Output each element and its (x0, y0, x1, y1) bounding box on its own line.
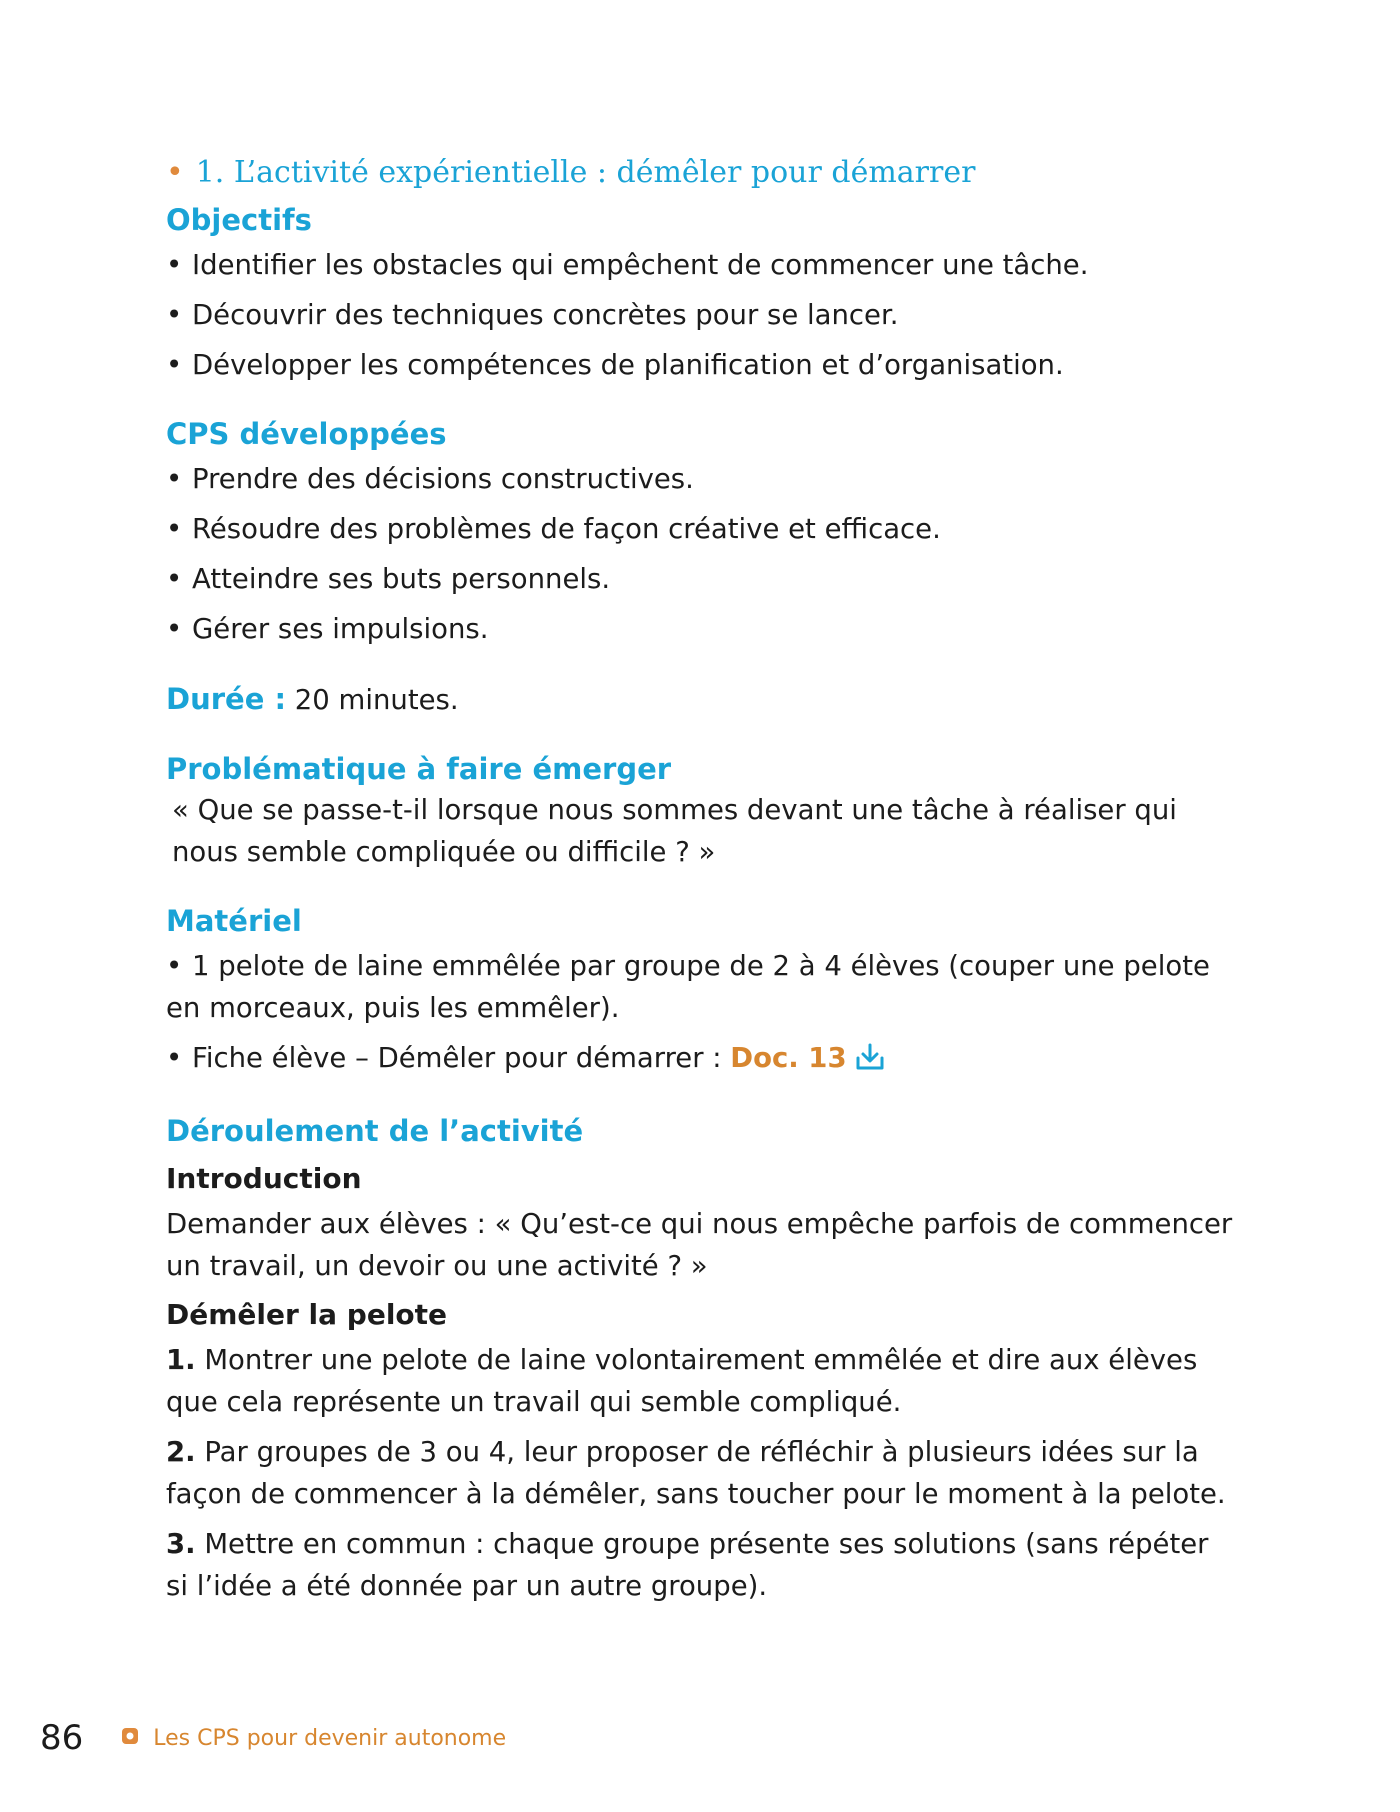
duree-line (166, 678, 1234, 721)
objectifs-heading: Objectifs (166, 203, 312, 237)
list-item: • 1 pelote de laine emmêlée par groupe de 2 à 4 élèves (couper une pelote en morceaux, puis les emmêler). (166, 950, 1210, 1024)
list-item: • Développer les compétences de planification et d’organisation. (166, 349, 1064, 381)
section-title (166, 152, 1234, 194)
list-item: • Résoudre des problèmes de façon créative et efficace. (166, 513, 941, 545)
book-marker-icon (121, 1727, 139, 1749)
problematique-text: « Que se passe-t-il lorsque nous sommes devant une tâche à réaliser qui nous semble compliquée ou difficile ? » (172, 794, 1177, 868)
list-item: • Atteindre ses buts personnels. (166, 563, 611, 595)
deroulement-heading: Déroulement de l’activité (166, 1114, 584, 1148)
list-item: • Identifier les obstacles qui empêchent de commencer une tâche. (166, 249, 1089, 281)
section-title-text: 1. L’activité expérientielle : démêler pour démarrer (195, 155, 976, 190)
step-2: 2. Par groupes de 3 ou 4, leur proposer de réfléchir à plusieurs idées sur la façon de commencer à la démêler, sans toucher pour le moment à la pelote. (166, 1436, 1226, 1510)
page-content (166, 152, 1234, 1615)
cps-list (166, 458, 1234, 650)
list-item: • Découvrir des techniques concrètes pour se lancer. (166, 299, 899, 331)
cps-heading: CPS développées (166, 417, 447, 451)
demeler-heading: Démêler la pelote (166, 1298, 448, 1331)
objectifs-list (166, 244, 1234, 386)
page-number: 86 (40, 1718, 84, 1758)
doc-13-link[interactable]: Doc. 13 (730, 1042, 847, 1074)
materiel-heading: Matériel (166, 904, 302, 938)
list-item: • Gérer ses impulsions. (166, 613, 489, 645)
introduction-text: Demander aux élèves : « Qu’est-ce qui nous empêche parfois de commencer un travail, un devoir ou une activité ? » (166, 1208, 1233, 1282)
bullet-dot-icon: • (166, 155, 184, 190)
duree-label: Durée : (166, 682, 287, 716)
list-item: • Prendre des décisions constructives. (166, 463, 694, 495)
materiel-list (166, 945, 1234, 1083)
download-icon[interactable] (855, 1041, 885, 1083)
problematique-heading: Problématique à faire émerger (166, 752, 672, 786)
introduction-heading: Introduction (166, 1162, 362, 1195)
step-3: 3. Mettre en commun : chaque groupe présente ses solutions (sans répéter si l’idée a été donnée par un autre groupe). (166, 1528, 1209, 1602)
step-1: 1. Montrer une pelote de laine volontairement emmêlée et dire aux élèves que cela représente un travail qui semble compliqué. (166, 1344, 1198, 1418)
page-footer (40, 1718, 506, 1758)
duree-value: 20 minutes. (286, 684, 459, 716)
list-item: • Fiche élève – Démêler pour démarrer : Doc. 13 (166, 1037, 1234, 1083)
book-title: Les CPS pour devenir autonome (153, 1725, 507, 1751)
